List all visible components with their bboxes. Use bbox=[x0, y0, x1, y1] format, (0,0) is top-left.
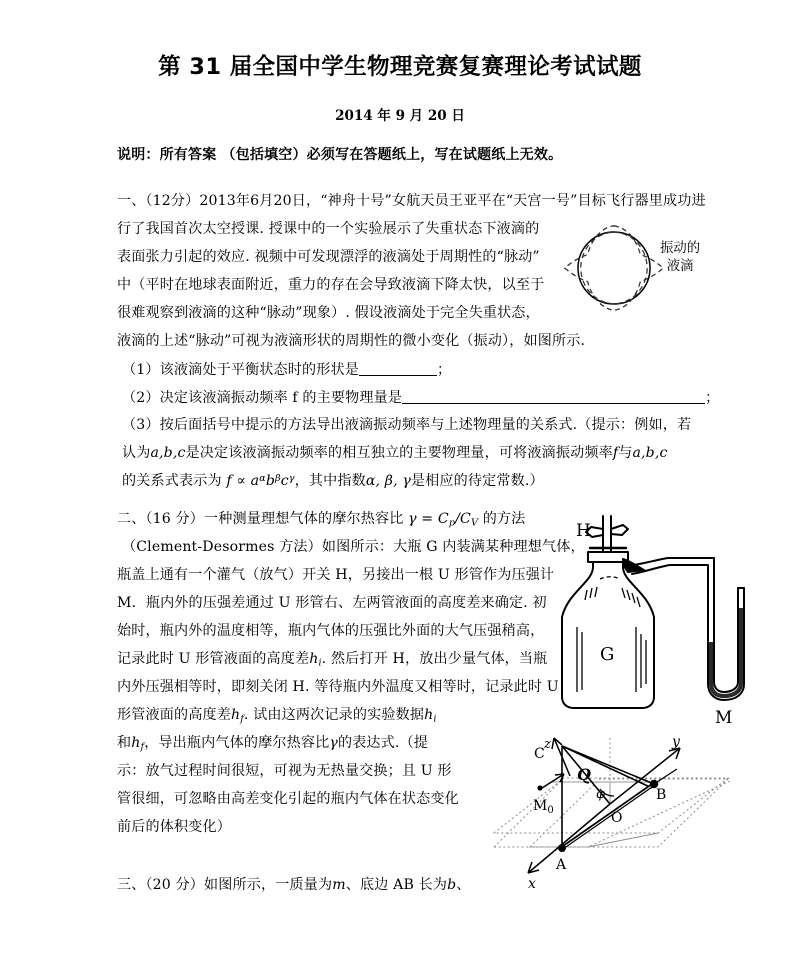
p2l6-a: 记录此时 U 形管液面的高度差 bbox=[117, 651, 310, 667]
p3l1-m: m bbox=[332, 877, 346, 893]
label-M0-subscript: 0 bbox=[547, 805, 554, 816]
p2l8-sub: f bbox=[240, 713, 244, 725]
p3l1-b2: b bbox=[447, 877, 457, 893]
instructions-note: 说明：所有答案 （包括填空）必须写在答题纸上，写在试题纸上无效。 bbox=[117, 147, 563, 163]
subq1-answer-blank[interactable] bbox=[359, 362, 437, 376]
problem3-line-1 bbox=[117, 878, 471, 892]
p2l1-a: 二、（16 分）一种测量理想气体的摩尔热容比 bbox=[117, 511, 404, 527]
p2l9-h: h bbox=[131, 735, 141, 751]
problem2-line-5: 始时，瓶内外的温度相等，瓶内气体的压强比外面的大气压强稍高， bbox=[117, 623, 545, 639]
clement-desormes-apparatus-diagram bbox=[516, 512, 786, 727]
p2l9-c: 的表达式.（提 bbox=[337, 735, 429, 751]
p2l8-a: 形管液面的高度差 bbox=[117, 707, 231, 723]
utube-right-inner bbox=[724, 588, 738, 692]
p2l8-h2: h bbox=[424, 707, 434, 723]
p2l1-gamma: γ = C bbox=[408, 511, 449, 527]
label-Q: Q bbox=[577, 765, 591, 784]
axis-x bbox=[528, 804, 610, 873]
q3l2-a: 认为 bbox=[122, 445, 151, 461]
droplet-oscillation-shape-b bbox=[565, 226, 664, 310]
geometry-svg bbox=[492, 736, 800, 924]
subq2-answer-blank[interactable] bbox=[402, 390, 705, 404]
connecting-tube-inner bbox=[632, 565, 708, 640]
p2l6-sub: i bbox=[318, 657, 322, 669]
problem1-line-3: 表面张力引起的效应. 视频中可发现漂浮的液滴处于周期性的“脉动” bbox=[117, 249, 540, 265]
axis-z bbox=[552, 738, 570, 776]
label-phi: φ bbox=[596, 787, 606, 802]
problem2-line-2: （Clement-Desormes 方法）如图所示：大瓶 G 内装满某种理想气体， bbox=[122, 539, 585, 555]
problem2-line-10: 示：放气过程时间很短，可视为无热量交换；且 U 形 bbox=[117, 763, 452, 779]
droplet-oscillation-shape-a bbox=[581, 232, 648, 304]
droplet-caption-line1: 振动的 bbox=[660, 241, 701, 256]
p2l8-sub2: i bbox=[433, 713, 437, 725]
droplet-equilibrium-circle bbox=[578, 232, 650, 304]
droplet-caption-line2: 液滴 bbox=[666, 258, 694, 274]
problem2-line-7: 内外压强相等时，即刻关闭 H. 等待瓶内外温度又相等时，记录此时 U bbox=[117, 679, 559, 695]
problem1-line-1: 一、（12分）2013年6月20日，“神舟十号”女航天员王亚平在“天宫一号”目标飞行器里成功进 bbox=[117, 193, 706, 209]
label-M: M bbox=[715, 708, 733, 728]
label-O: O bbox=[611, 810, 623, 826]
apparatus-svg bbox=[516, 512, 786, 727]
q3l2-abc: a,b,c bbox=[150, 445, 186, 461]
q3l3-b: ，其中指数 bbox=[294, 473, 366, 490]
q3l2-abc2: a,b,c bbox=[632, 445, 668, 461]
problem1-subquestion-3-line2 bbox=[122, 446, 668, 460]
triangle-3d-coordinate-diagram bbox=[492, 736, 800, 924]
utube-left-outer bbox=[714, 640, 724, 692]
point-M0-dot bbox=[537, 785, 542, 790]
p2l9-gamma: γ bbox=[329, 735, 338, 751]
problem2-line-1 bbox=[117, 512, 525, 528]
vertex-A-dot bbox=[558, 844, 566, 852]
flask-shading bbox=[577, 577, 646, 692]
label-y: y bbox=[672, 734, 680, 750]
p2l9-sub: f bbox=[140, 741, 145, 753]
p3l1-c: 、 bbox=[456, 877, 471, 893]
problem2-line-9 bbox=[117, 736, 428, 752]
oscillating-droplet-diagram bbox=[556, 216, 676, 320]
droplet-figure-caption bbox=[660, 240, 700, 276]
problem1-subquestion-3-line3 bbox=[122, 474, 544, 488]
p2l6-b: . 然后打开 H，放出少量气体，当瓶 bbox=[321, 651, 548, 667]
mercury-column bbox=[711, 608, 741, 696]
p2l8-b: . 试由这两次记录的实验数据 bbox=[243, 707, 425, 723]
problem1-subquestion-3-line1: （3）按后面括号中提示的方法导出液滴振动频率与上述物理量的关系式.（提示：例如，若 bbox=[122, 417, 692, 433]
p2l9-b: ，导出瓶内气体的摩尔热容比 bbox=[144, 735, 330, 751]
label-C: C bbox=[534, 746, 545, 762]
droplet-svg bbox=[556, 216, 676, 320]
problem2-line-6 bbox=[117, 652, 547, 668]
label-B: B bbox=[656, 787, 667, 803]
problem1-subquestion-1 bbox=[122, 362, 451, 377]
q3l3-greek: α, β, γ bbox=[365, 473, 411, 490]
problem1-line-2: 行了我国首次太空授课. 授课中的一个实验展示了失重状态下液滴的 bbox=[117, 221, 540, 237]
stopcock-handle-right[interactable] bbox=[611, 525, 628, 535]
flask-stopper bbox=[588, 552, 628, 562]
p2l8-h: h bbox=[230, 707, 241, 723]
p2l1-V: V bbox=[470, 517, 479, 529]
p2l1-b: 的方法 bbox=[482, 511, 526, 527]
problem2-line-11: 管很细，可忽略由高差变化引起的瓶内气体在状态变化 bbox=[117, 791, 459, 807]
vector-Q-arrow bbox=[542, 774, 564, 788]
subq1-prefix: （1）该液滴处于平衡状态时的形状是 bbox=[122, 361, 360, 378]
p2l1-p: p bbox=[448, 517, 456, 529]
label-A: A bbox=[556, 857, 567, 873]
problem2-line-4: M．瓶内外的压强差通过 U 形管右、左两管液面的高度差来确定. 初 bbox=[117, 595, 547, 611]
q3l3-c: 是相应的待定常数.） bbox=[410, 473, 544, 490]
axis-y bbox=[610, 748, 680, 804]
subq2-suffix: ； bbox=[705, 389, 720, 406]
p2l9-a: 和 bbox=[117, 735, 132, 751]
page-title: 第 31 届全国中学生物理竞赛复赛理论考试试题 bbox=[158, 54, 642, 80]
q3l2-b: 是决定该液滴振动频率的相互独立的主要物理量，可将液滴振动频率 bbox=[185, 445, 613, 461]
problem1-line-5: 很难观察到液滴的这种“脉动”现象）. 假设液滴处于完全失重状态， bbox=[117, 305, 540, 321]
label-M0: $M_0$ bbox=[533, 798, 554, 816]
problem2-line-3: 瓶盖上通有一个灌气（放气）开关 H，另接出一根 U 形管作为压强计 bbox=[117, 567, 555, 583]
p2-gamma-formula bbox=[408, 511, 478, 527]
q3l3-a: 的关系式表示为 bbox=[122, 473, 222, 490]
label-H: H bbox=[576, 521, 591, 541]
p2l1-slash: /C bbox=[455, 511, 471, 527]
subq1-suffix: ； bbox=[437, 361, 452, 378]
flask-outline bbox=[562, 556, 654, 708]
subq2-prefix: （2）决定该液滴振动频率 f 的主要物理量是 bbox=[122, 389, 403, 406]
q3l2-c: 与 bbox=[618, 445, 633, 461]
problem1-line-4: 中（平时在地球表面附近，重力的存在会导致液滴下降太快，以至于 bbox=[117, 277, 545, 293]
problem2-line-8 bbox=[117, 708, 437, 724]
formula-f-prop: $f \propto a^\alpha b^\beta c^\gamma$ bbox=[221, 473, 295, 490]
label-z: z bbox=[544, 737, 551, 752]
problem2-line-12: 前后的体积变化） bbox=[117, 819, 231, 835]
problem1-subquestion-2 bbox=[122, 390, 719, 405]
exam-date: 2014 年 9 月 20 日 bbox=[335, 108, 465, 124]
label-G: G bbox=[600, 644, 615, 665]
q3l2-f: f bbox=[612, 445, 619, 461]
p3l1-a: 三、（20 分）如图所示，一质量为 bbox=[117, 877, 333, 893]
problem1-line-6: 液滴的上述“脉动”可视为液滴形状的周期性的微小变化（振动），如图所示. bbox=[117, 333, 586, 349]
p2l6-h: h bbox=[309, 651, 319, 667]
p3l1-b: 、底边 AB 长为 bbox=[345, 877, 448, 893]
label-x: x bbox=[528, 876, 536, 892]
